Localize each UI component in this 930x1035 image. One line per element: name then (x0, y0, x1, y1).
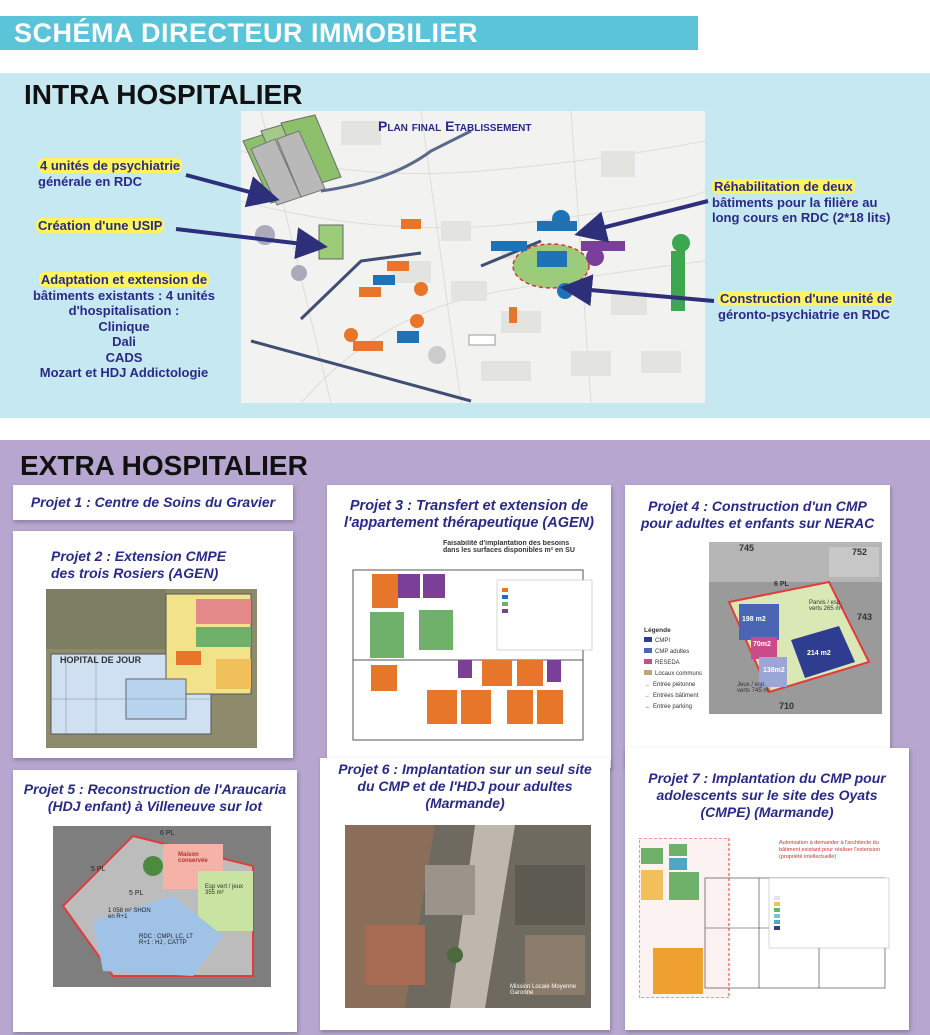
project-4-legend (644, 625, 710, 713)
parcel-743: 743 (857, 612, 873, 622)
area-214: 214 m2 (807, 650, 831, 657)
intra-heading: INTRA HOSPITALIER (24, 79, 303, 110)
label-adaptation-line1: Adaptation et extension de (40, 272, 208, 287)
label-rehab-line3: long cours en RDC (2*18 lits) (712, 210, 891, 225)
project-3-title (327, 498, 611, 532)
project-3-faisabilite-line1: Faisabilité d'implantation des besoins (443, 540, 570, 547)
project-6-title-line3: (Marmande) (425, 795, 505, 811)
label-adaptation-line5: Dali (112, 334, 136, 349)
arrow-geronto (568, 288, 714, 301)
p5-rdc: RDC : CMPI, LC, LT R+1 : HJ , CATTP (139, 934, 193, 946)
label-rehab-line1: Réhabilitation de deux (714, 179, 853, 194)
label-adaptation-line6: CADS (105, 349, 143, 365)
p5-shon: 1 058 m² SHON en R+1 (108, 908, 151, 920)
project-7-title-line1: Projet 7 : Implantation du CMP pour (648, 770, 886, 786)
label-adaptation-line7: Mozart et HDJ Addictologie (39, 365, 209, 380)
legend-parking-label: Entrée parking (653, 704, 693, 710)
project-5-title (13, 781, 297, 815)
project-7-title-line2: adolescents sur le site des Oyats (656, 787, 878, 803)
project-6-title-line1: Projet 6 : Implantation sur un seul site (338, 761, 592, 777)
p5-parking-c: 5 PL (129, 890, 144, 897)
area-parvis: Parvis / esp. verts 265 m² (809, 600, 843, 612)
project-6-title-line2: du CMP et de l'HDJ pour adultes (357, 778, 573, 794)
label-psychiatrie-line1: 4 unités de psychiatrie (40, 158, 181, 173)
parcel-745: 745 (739, 543, 755, 553)
area-70: 70m2 (753, 641, 771, 648)
arrow-rehab (582, 201, 708, 233)
label-usip-text: Création d'une USIP (38, 218, 163, 233)
project-4-plan-image (709, 542, 882, 714)
legend-cmpi-label: CMPI (655, 638, 670, 644)
area-jeux: Jeux / esp. verts 745 m² (737, 682, 771, 694)
legend-reseda-label: RESEDA (655, 660, 680, 666)
project-3-title-line1: Projet 3 : Transfert et extension de (349, 498, 589, 514)
label-adaptation-line3: d'hospitalisation : (68, 303, 180, 318)
project-3-title-line2: l'appartement thérapeutique (AGEN) (344, 515, 594, 531)
project-6-aerial-image (345, 825, 591, 1008)
project-6-card[interactable] (320, 758, 610, 1030)
project-5-title-line2: (HDJ enfant) à Villeneuve sur lot (47, 798, 263, 814)
p5-esp: Esp vert / jeux 355 m² (205, 884, 244, 896)
project-3-faisabilite (443, 540, 575, 554)
project-1-card[interactable] (13, 485, 293, 520)
page-banner: SCHÉMA DIRECTEUR IMMOBILIER (0, 16, 698, 50)
legend-parking: → Entrée parking (644, 704, 693, 710)
project-2-card[interactable] (13, 531, 293, 758)
legend-batiment: → Entrées bâtiment (644, 693, 699, 699)
project-7-plan-image (639, 838, 897, 998)
project-5-card[interactable] (13, 770, 297, 1032)
annotation-arrows (0, 73, 930, 418)
parking-label: 6 PL (774, 581, 789, 588)
parcel-710: 710 (779, 701, 795, 711)
label-psychiatrie-line2: générale en RDC (38, 173, 143, 189)
arrow-psychiatrie (186, 175, 272, 198)
project-7-card[interactable] (625, 748, 909, 1030)
project-6-title (320, 761, 610, 812)
legend-pietonne: → Entrée piétonne (644, 682, 696, 688)
extra-heading: EXTRA HOSPITALIER (20, 450, 308, 481)
project-7-title (625, 770, 909, 821)
legend-locaux (644, 669, 710, 680)
project-2-title (51, 548, 226, 582)
area-138: 138m2 (763, 667, 785, 674)
project-2-plan-image (46, 589, 257, 748)
hopital-de-jour-label: HOPITAL DE JOUR (60, 655, 142, 665)
p6-caption: Mission Locale Moyenne Garonne (510, 984, 577, 996)
legend-title: Légende (644, 627, 671, 634)
parcel-752: 752 (852, 547, 868, 557)
project-3-plan-image (347, 540, 597, 750)
project-1-title: Projet 1 : Centre de Soins du Gravier (30, 494, 276, 510)
project-2-title-line2: des trois Rosiers (AGEN) (51, 565, 219, 581)
project-3-card[interactable] (327, 485, 611, 768)
label-rehab-line2: bâtiments pour la filière au (712, 194, 878, 210)
project-7-title-line3: (CMPE) (Marmande) (700, 804, 834, 820)
project-5-plan-image (53, 826, 271, 987)
project-4-title-line2: pour adultes et enfants sur NERAC (640, 515, 875, 531)
area-198: 198 m2 (742, 616, 766, 623)
intra-section (0, 73, 930, 418)
legend-pietonne-label: Entrée piétonne (653, 682, 696, 688)
label-geronto-line2: géronto-psychiatrie en RDC (718, 306, 890, 322)
label-adaptation-line4: Clinique (98, 318, 150, 334)
legend-cmp-adultes-label: CMP adultes (655, 649, 690, 655)
project-5-title-line1: Projet 5 : Reconstruction de l'Araucaria (23, 781, 287, 797)
p7-note: Autorisation à demander à l'architecte du bâtiment existant pour réaliser l'extension (propriété intellectuelle) (779, 840, 881, 860)
legend-cmp-adultes (644, 647, 710, 658)
legend-locaux-label: Locaux communs (655, 671, 703, 677)
legend-batiment-label: Entrées bâtiment (653, 693, 699, 699)
p5-maison: Maison conservée (178, 852, 208, 864)
p5-parking-b: 5 PL (91, 866, 106, 873)
plan-title: Plan final Etablissement (378, 118, 532, 134)
project-4-card[interactable] (625, 485, 890, 768)
label-adaptation-line2: bâtiments existants : 4 unités (32, 287, 216, 303)
project-4-title-line1: Projet 4 : Construction d'un CMP (648, 498, 867, 514)
project-3-faisabilite-line2: dans les surfaces disponibles m² en SU (443, 547, 575, 554)
arrow-usip (176, 229, 320, 246)
legend-reseda (644, 658, 710, 669)
extra-section (0, 440, 930, 1035)
legend-cmpi (644, 636, 710, 647)
p5-parking-a: 6 PL (160, 830, 175, 837)
project-2-title-line1: Projet 2 : Extension CMPE (51, 548, 227, 564)
label-geronto-line1: Construction d'une unité de (720, 291, 893, 306)
project-4-title (625, 498, 890, 532)
